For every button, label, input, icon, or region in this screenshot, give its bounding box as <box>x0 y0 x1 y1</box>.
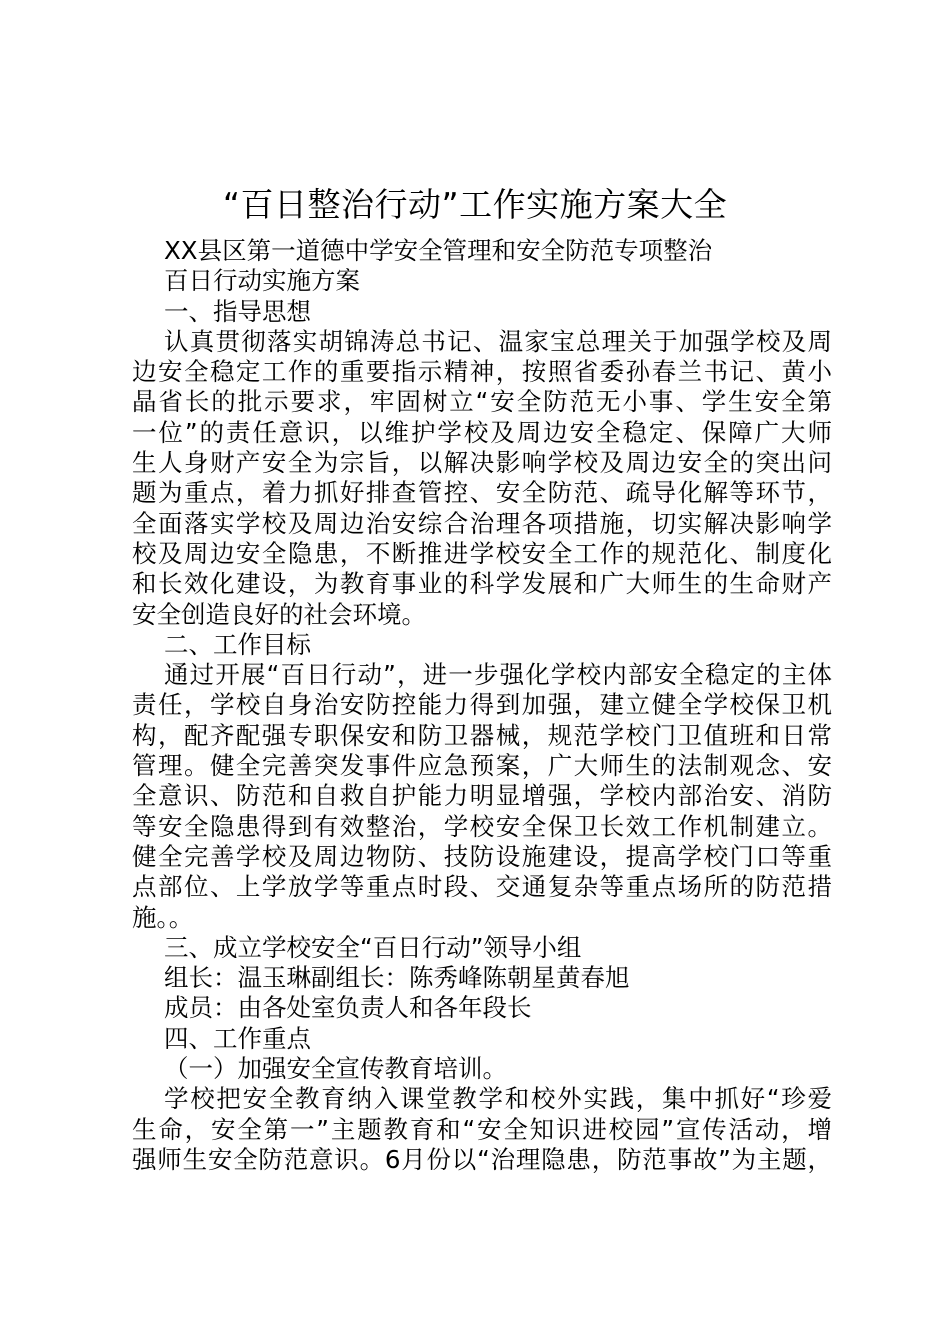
text-line: 施。。 <box>132 902 194 932</box>
text-line: 一、指导思想 <box>164 296 311 326</box>
text-line: 全意识、防范和自救自护能力明显增强，学校内部治安、消防 <box>132 781 832 811</box>
text-line: （一）加强安全宣传教育培训。 <box>164 1054 507 1084</box>
text-line: 三、成立学校安全“百日行动”领导小组 <box>164 932 582 962</box>
text-line: 管理。健全完善突发事件应急预案，广大师生的法制观念、安 <box>132 751 832 781</box>
text-line: 安全创造良好的社会环境。 <box>132 599 426 629</box>
text-line: 学校把安全教育纳入课堂教学和校外实践，集中抓好“珍爱 <box>164 1084 832 1114</box>
text-line: 生命，安全第一”主题教育和“安全知识进校园”宣传活动，增 <box>132 1114 832 1144</box>
document-body <box>132 236 832 1175</box>
text-line: 等安全隐患得到有效整治，学校安全保卫长效工作机制建立。 <box>132 811 832 841</box>
text-line: 点部位、上学放学等重点时段、交通复杂等重点场所的防范措 <box>132 872 832 902</box>
text-line: 组长：温玉琳副组长：陈秀峰陈朝星黄春旭 <box>164 963 630 993</box>
text-line: 和长效化建设，为教育事业的科学发展和广大师生的生命财产 <box>132 569 832 599</box>
text-line: 健全完善学校及周边物防、技防设施建设，提高学校门口等重 <box>132 841 832 871</box>
text-line: XX县区第一道德中学安全管理和安全防范专项整治 <box>164 236 713 265</box>
text-line: 全面落实学校及周边治安综合治理各项措施，切实解决影响学 <box>132 508 832 538</box>
text-line: 生人身财产安全为宗旨，以解决影响学校及周边安全的突出问 <box>132 448 832 478</box>
text-line: 认真贯彻落实胡锦涛总书记、温家宝总理关于加强学校及周 <box>164 326 832 356</box>
text-line: 四、工作重点 <box>164 1023 311 1053</box>
text-line: 构，配齐配强专职保安和防卫器械，规范学校门卫值班和日常 <box>132 720 832 750</box>
text-line: 边安全稳定工作的重要指示精神，按照省委孙春兰书记、黄小 <box>132 357 832 387</box>
text-line: 成员：由各处室负责人和各年段长 <box>164 993 532 1023</box>
text-line: 责任，学校自身治安防控能力得到加强，建立健全学校保卫机 <box>132 690 832 720</box>
document-title: “百日整治行动”工作实施方案大全 <box>222 185 728 224</box>
text-line: 强师生安全防范意识。6月份以“治理隐患，防范事故”为主题， <box>132 1144 832 1174</box>
text-line: 一位”的责任意识，以维护学校及周边安全稳定、保障广大师 <box>132 417 832 447</box>
text-line: 晶省长的批示要求，牢固树立“安全防范无小事、学生安全第 <box>132 387 832 417</box>
text-line: 二、工作目标 <box>164 629 311 659</box>
text-line: 百日行动实施方案 <box>164 266 360 296</box>
text-line: 通过开展“百日行动”，进一步强化学校内部安全稳定的主体 <box>164 660 832 690</box>
text-line: 题为重点，着力抓好排查管控、安全防范、疏导化解等环节， <box>132 478 832 508</box>
text-line: 校及周边安全隐患，不断推进学校安全工作的规范化、制度化 <box>132 538 832 568</box>
